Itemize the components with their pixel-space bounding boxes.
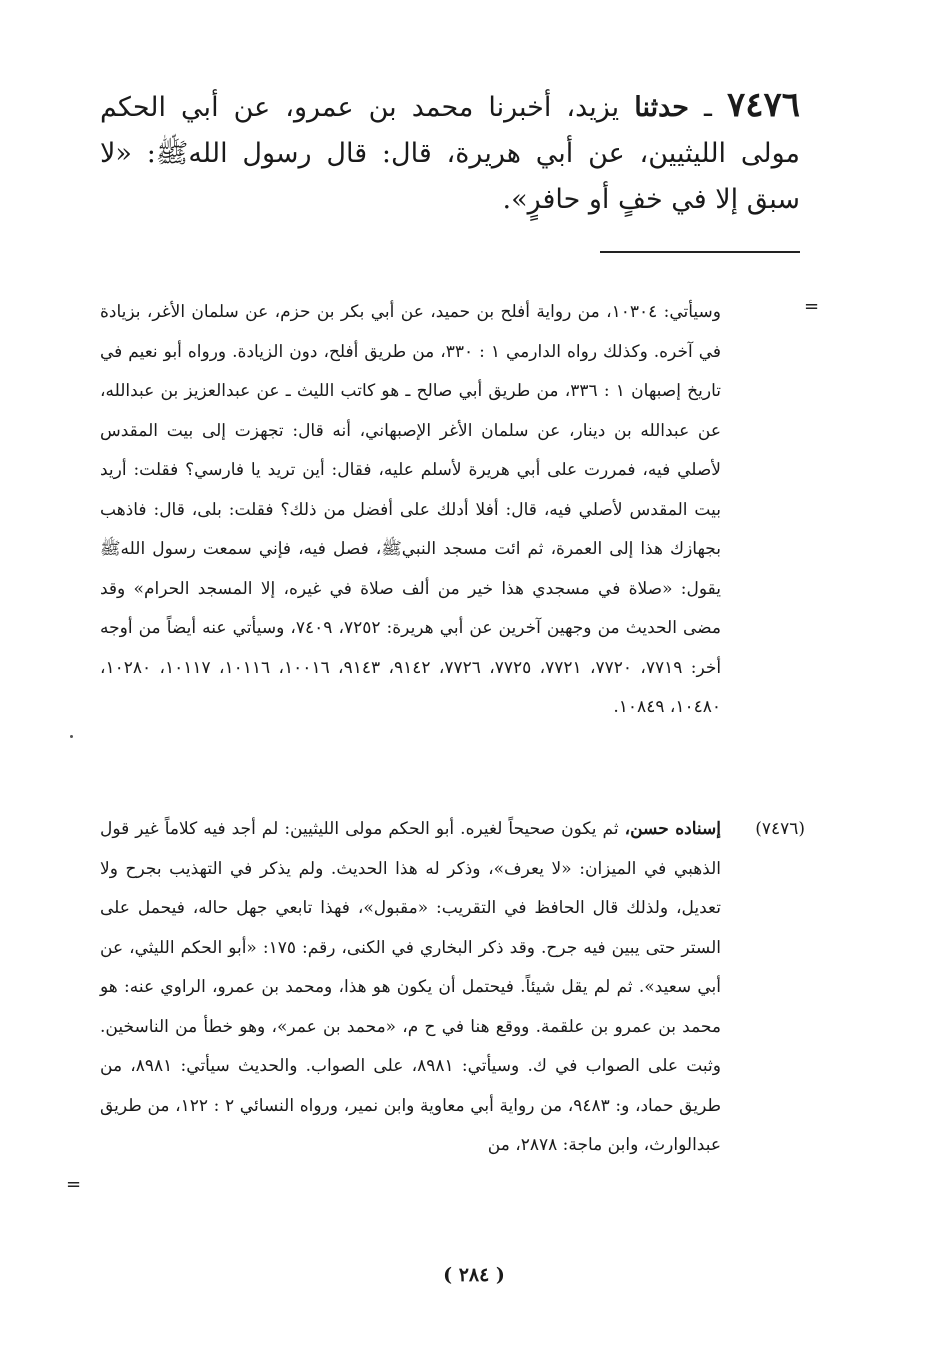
continuation-mark-bottom: =	[66, 1174, 82, 1195]
hadith-dash: ـ	[704, 92, 712, 123]
footnote-text: ثم يكون صحيحاً لغيره. أبو الحكم مولى الليثيين: لم أجد فيه كلاماً غير قول الذهبي في الميزان: «لا يعرف»، وذكر له هذا الحديث. ولم يذكر في التهذيب بجرح ولا تعديل، ولذلك قال الحافظ في التقريب: «مقبول»، فهذا تابعي جهل حاله، فيحمل على الستر حتى يبين فيه جرح. وقد ذكر البخاري في الكنى، رقم: ١٧٥: «أبو الحكم الليثي، عن أبي سعيد». ثم لم يقل شيئاً. فيحتمل أن يكون هو هذا، ومحمد بن عمرو، الراوي عنه: هو محمد بن عمرو بن علقمة. ووقع هنا في ح م، «محمد بن عمر»، وهو خطأ من الناسخين. وثبت على الصواب في ك. وسيأتي: ٨٩٨١، على الصواب. والحديث سيأتي: ٨٩٨١، من طريق حماد، و: ٩٤٨٣، من رواية أبي معاوية وابن نمير، ورواه النسائي ٢ : ١٢٢، من طريق عبدالوارث، وابن ماجة: ٢٨٧٨، من	[100, 819, 722, 1155]
scan-speck	[70, 735, 73, 738]
footnote-continued-text: وسيأتي: ١٠٣٠٤، من رواية أفلح بن حميد، عن أبي بكر بن حزم، عن سلمان الأغر، بزيادة في آخره. وكذلك رواه الدارمي ١ : ٣٣٠، من طريق أفلح، دون الزيادة. ورواه أبو نعيم في تاريخ إصبهان ١ : ٣٣٦، من طريق أبي صالح ـ هو كاتب الليث ـ عن عبدالعزيز بن عبدالله، عن عبدالله بن دينار، عن سلمان الأغر الإصبهاني، أنه قال: تجهزت إلى بيت المقدس لأصلي فيه، فمررت على أبي هريرة لأسلم عليه، فقال: أين تريد يا فارسي؟ فقلت: أريد بيت المقدس لأصلي فيه، قال: أفلا أدلك على أفضل من ذلك؟ فقلت: بلى، قال: فاذهب بجهازك هذا إلى العمرة، ثم ائت مسجد النبيﷺ، فصل فيه، فإني سمعت رسول اللهﷺ يقول: «صلاة في مسجدي هذا خير من ألف صلاة في غيره، إلا المسجد الحرام» وقد مضى الحديث من وجهين آخرين عن أبي هريرة: ٧٢٥٢، ٧٤٠٩، وسيأتي عنه أيضاً من أوجه أخر: ٧٧١٩، ٧٧٢٠، ٧٧٢١، ٧٧٢٥، ٧٧٢٦، ٩١٤٢، ٩١٤٣، ١٠٠١٦، ١٠١١٦، ١٠١١٧، ١٠٢٨٠، ١٠٤٨٠، ١٠٨٤٩.	[100, 302, 722, 717]
footnote-continued	[100, 293, 721, 728]
hadith-text: يزيد، أخبرنا محمد بن عمرو، عن أبي الحكم مولى الليثيين، عن أبي هريرة، قال: قال رسول اللهﷺ: «لا سبق إلا في خفٍ أو حافرٍ».	[100, 92, 800, 215]
footnote-number: (٧٤٧٦)	[755, 819, 805, 839]
hadith-main-text	[100, 82, 800, 223]
footnote-separator	[600, 251, 800, 253]
continuation-mark-top: =	[804, 296, 820, 317]
footnote-lead: إسناده حسن،	[624, 819, 722, 839]
page-number: ( ٢٨٤ )	[443, 1264, 505, 1286]
footnote-7476	[100, 810, 805, 1166]
hadith-number: ٧٤٧٦	[726, 85, 800, 125]
hadith-lead: حدثنا	[634, 92, 689, 123]
